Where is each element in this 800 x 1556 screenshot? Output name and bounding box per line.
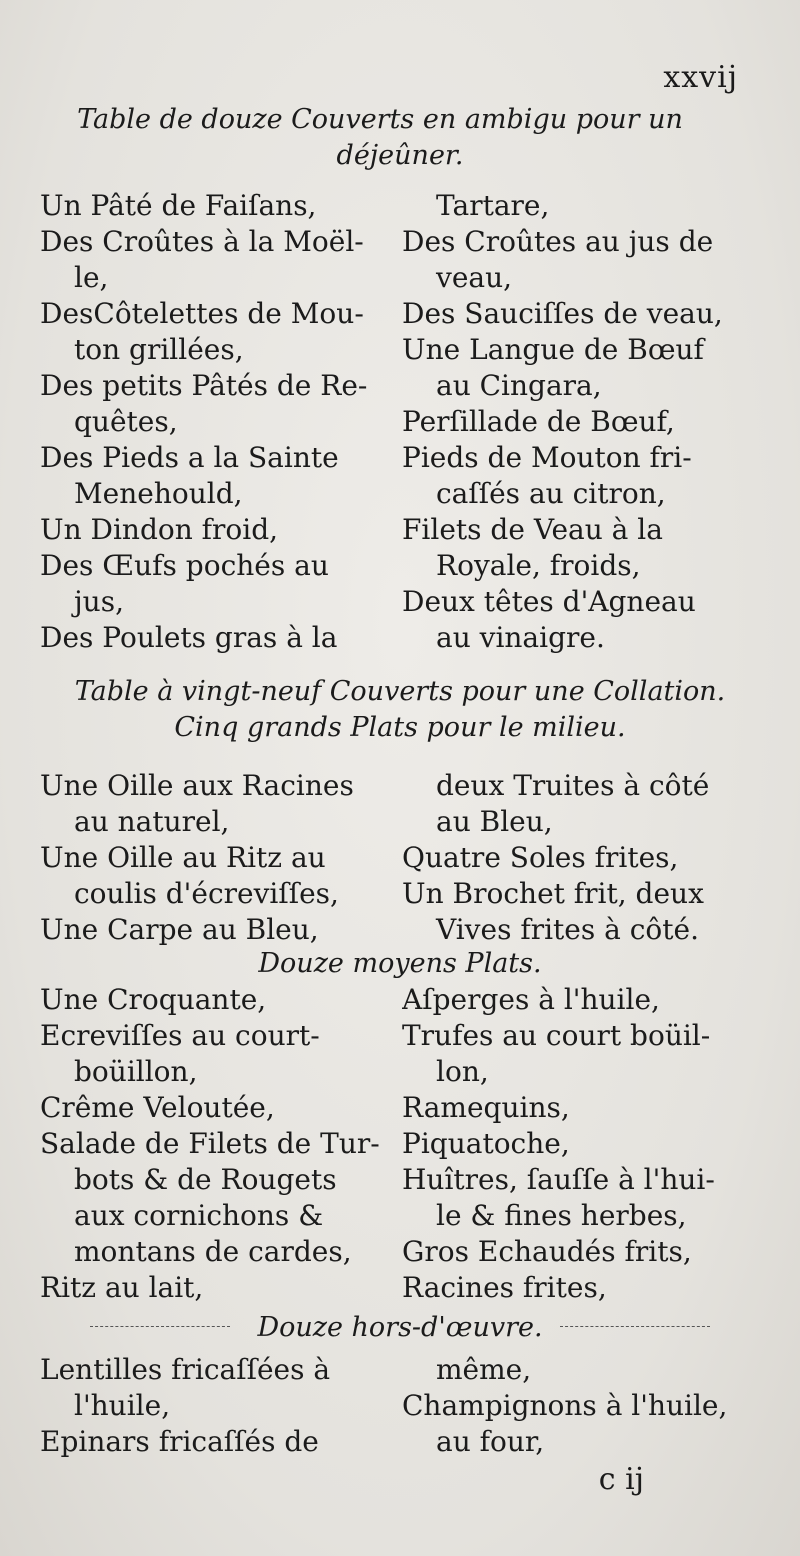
subsection-title-grands-plats: Cinq grands Plats pour le milieu. bbox=[174, 712, 626, 743]
dish-line: Gros Echaudés frits, bbox=[402, 1235, 692, 1268]
menu-column-left bbox=[40, 768, 385, 948]
dish-line: au Bleu, bbox=[436, 805, 553, 838]
dish-line: Champignons à l'huile, bbox=[402, 1389, 728, 1422]
dish-line: Tartare, bbox=[436, 189, 550, 222]
dish-line: Racines frites, bbox=[402, 1271, 607, 1304]
subsection-title-hors-doeuvre: Douze hors-d'œuvre. bbox=[257, 1312, 543, 1343]
dish-line: deux Truites à côté bbox=[436, 769, 710, 802]
dish-line: Des Croûtes au jus de bbox=[402, 225, 714, 258]
subsection-title-moyens-plats: Douze moyens Plats. bbox=[258, 948, 542, 979]
dish-line: montans de cardes, bbox=[74, 1235, 352, 1268]
dish-line: Vives frites à côté. bbox=[436, 913, 699, 946]
dish-line: Des Sauciſſes de veau, bbox=[402, 297, 723, 330]
section-title-dejeuner-cont: déjeûner. bbox=[336, 140, 464, 171]
dish-line: Filets de Veau à la bbox=[402, 513, 663, 546]
dish-line: Crême Veloutée, bbox=[40, 1091, 275, 1124]
page-folio: xxvij bbox=[663, 60, 738, 95]
dish-line: Une Langue de Bœuf bbox=[402, 333, 704, 366]
dish-line: Un Dindon froid, bbox=[40, 513, 279, 546]
section-title-collation: Table à vingt-neuf Couverts pour une Collation. bbox=[74, 676, 726, 707]
dish-line: Des Œufs pochés au bbox=[40, 549, 329, 582]
dish-line: au four, bbox=[436, 1425, 545, 1458]
dish-line: bots & de Rougets bbox=[74, 1163, 337, 1196]
dish-line: Un Brochet frit, deux bbox=[402, 877, 704, 910]
dish-line: boüillon, bbox=[74, 1055, 198, 1088]
dish-line: Lentilles fricaſſées à bbox=[40, 1353, 331, 1386]
dish-line: même, bbox=[436, 1353, 532, 1386]
dish-line: ton grillées, bbox=[74, 333, 244, 366]
dish-line: Aſperges à l'huile, bbox=[402, 983, 660, 1016]
dish-line: le & fines herbes, bbox=[436, 1199, 687, 1232]
menu-column-right bbox=[402, 768, 742, 948]
dish-line: Quatre Soles frites, bbox=[402, 841, 679, 874]
menu-column-right bbox=[402, 1352, 742, 1460]
ornamental-rule-right bbox=[560, 1326, 710, 1328]
dish-line: l'huile, bbox=[74, 1389, 171, 1422]
dish-line: veau, bbox=[436, 261, 513, 294]
menu-column-right bbox=[402, 188, 742, 656]
dish-line: Une Croquante, bbox=[40, 983, 267, 1016]
dish-line: Des Croûtes à la Moël- bbox=[40, 225, 364, 258]
dish-line: Une Oille aux Racines bbox=[40, 769, 354, 802]
dish-line: Deux têtes d'Agneau bbox=[402, 585, 696, 618]
dish-line: coulis d'écreviſſes, bbox=[74, 877, 339, 910]
dish-line: jus, bbox=[74, 585, 124, 618]
dish-line: Des Pieds a la Sainte bbox=[40, 441, 339, 474]
dish-line: Des petits Pâtés de Re- bbox=[40, 369, 368, 402]
menu-column-left bbox=[40, 1352, 385, 1460]
dish-line: Trufes au court boüil- bbox=[402, 1019, 711, 1052]
dish-line: Piquatoche, bbox=[402, 1127, 570, 1160]
dish-line: Un Pâté de Faiſans, bbox=[40, 189, 317, 222]
dish-line: Salade de Filets de Tur- bbox=[40, 1127, 380, 1160]
dish-line: caſſés au citron, bbox=[436, 477, 666, 510]
section-title-dejeuner: Table de douze Couverts en ambigu pour un bbox=[77, 104, 683, 135]
menu-column-right bbox=[402, 982, 742, 1306]
dish-line: au Cingara, bbox=[436, 369, 602, 402]
menu-column-left bbox=[40, 188, 385, 656]
dish-line: au naturel, bbox=[74, 805, 230, 838]
dish-line: Ramequins, bbox=[402, 1091, 570, 1124]
dish-line: au vinaigre. bbox=[436, 621, 605, 654]
dish-line: Royale, froids, bbox=[436, 549, 641, 582]
dish-line: Pieds de Mouton fri- bbox=[402, 441, 692, 474]
dish-line: Ecreviſſes au court- bbox=[40, 1019, 320, 1052]
dish-line: Ritz au lait, bbox=[40, 1271, 204, 1304]
dish-line: le, bbox=[74, 261, 109, 294]
menu-column-left bbox=[40, 982, 385, 1306]
dish-line: Menehould, bbox=[74, 477, 243, 510]
signature-mark: c ij bbox=[598, 1462, 644, 1497]
dish-line: DesCôtelettes de Mou- bbox=[40, 297, 364, 330]
dish-line: Huîtres, ſauſſe à l'hui- bbox=[402, 1163, 715, 1196]
dish-line: Des Poulets gras à la bbox=[40, 621, 338, 654]
dish-line: quêtes, bbox=[74, 405, 178, 438]
dish-line: Perſillade de Bœuf, bbox=[402, 405, 675, 438]
dish-line: aux cornichons & bbox=[74, 1199, 324, 1232]
dish-line: Une Oille au Ritz au bbox=[40, 841, 326, 874]
dish-line: Epinars fricaſſés de bbox=[40, 1425, 319, 1458]
dish-line: lon, bbox=[436, 1055, 489, 1088]
dish-line: Une Carpe au Bleu, bbox=[40, 913, 319, 946]
